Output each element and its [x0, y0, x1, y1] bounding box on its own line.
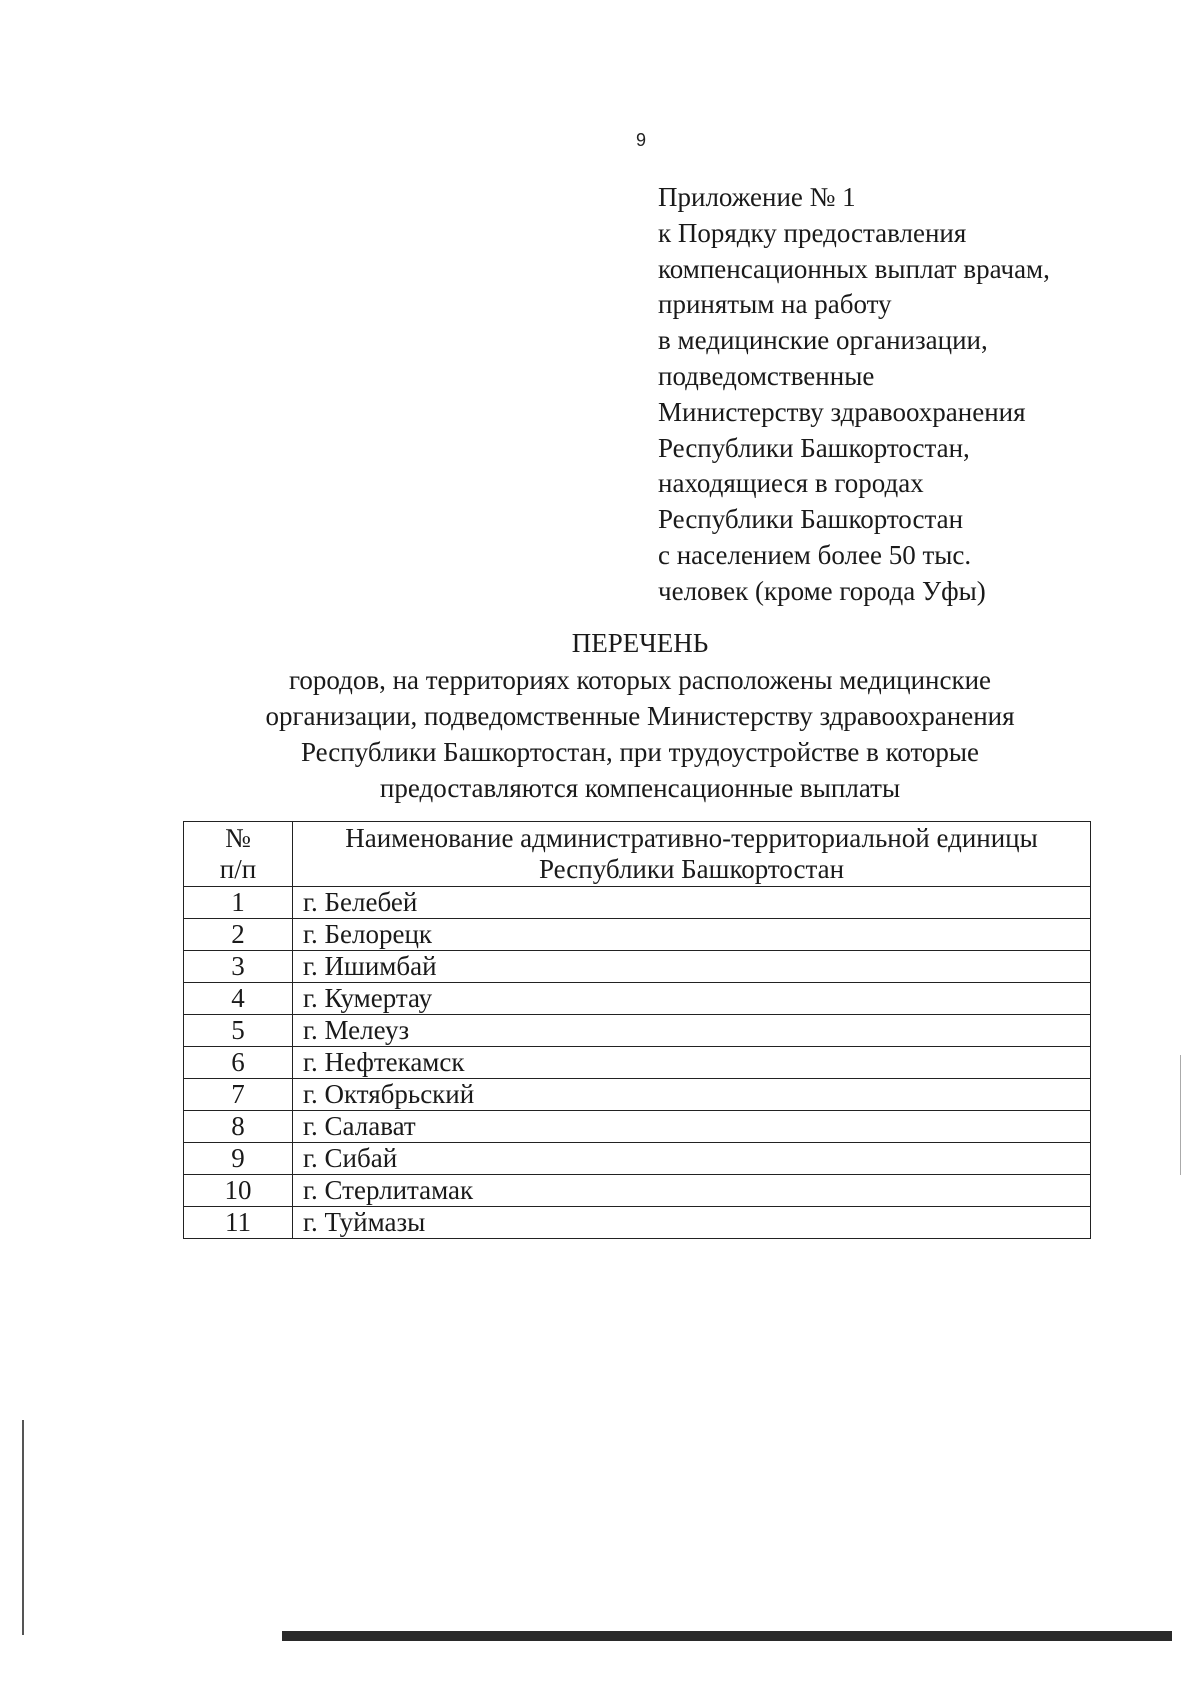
table-row [184, 1079, 1091, 1111]
heading-line: городов, на территориях которых расположены медицинские [288, 665, 992, 695]
document-heading [0, 625, 1200, 806]
appendix-line: находящиеся в городах [658, 468, 924, 499]
table-row [184, 919, 1091, 951]
heading-line: Республики Башкортостан, при трудоустройстве в которые [300, 737, 980, 767]
header-name [293, 822, 1091, 887]
appendix-line: подведомственные [658, 360, 875, 391]
appendix-note [658, 180, 1158, 610]
appendix-line: в медицинские организации, [658, 325, 988, 356]
appendix-line: Республики Башкортостан, [658, 432, 970, 463]
city-name: г. Октябрьский [293, 1079, 1091, 1111]
page-number: 9 [636, 130, 647, 150]
appendix-line: принятым на работу [658, 289, 892, 320]
table-header-row [184, 822, 1091, 887]
appendix-line: с населением более 50 тыс. [658, 539, 972, 570]
appendix-line: Министерству здравоохранения [658, 396, 1026, 427]
city-name: г. Салават [293, 1111, 1091, 1143]
table-row [184, 887, 1091, 919]
table-row [184, 983, 1091, 1015]
city-name: г. Стерлитамак [293, 1175, 1091, 1207]
table-row [184, 1015, 1091, 1047]
city-name: г. Туймазы [293, 1207, 1091, 1239]
appendix-line: Республики Башкортостан [658, 504, 964, 535]
row-number: 5 [184, 1015, 293, 1047]
appendix-line: к Порядку предоставления [658, 217, 967, 248]
row-number: 9 [184, 1143, 293, 1175]
row-number: 4 [184, 983, 293, 1015]
header-number [184, 822, 293, 887]
appendix-line: человек (кроме города Уфы) [658, 575, 986, 606]
row-number: 2 [184, 919, 293, 951]
city-name: г. Ишимбай [293, 951, 1091, 983]
header-name-line: Республики Башкортостан [538, 854, 845, 884]
city-name: г. Нефтекамск [293, 1047, 1091, 1079]
city-name: г. Кумертау [293, 983, 1091, 1015]
scan-edge-right [1180, 1055, 1181, 1175]
city-name: г. Белебей [293, 887, 1091, 919]
scan-edge-bottom [282, 1631, 1172, 1641]
row-number: 11 [184, 1207, 293, 1239]
row-number: 10 [184, 1175, 293, 1207]
city-name: г. Сибай [293, 1143, 1091, 1175]
header-number-abbr: п/п [219, 854, 257, 884]
row-number: 7 [184, 1079, 293, 1111]
appendix-line: Приложение № 1 [658, 182, 856, 212]
table-row [184, 1143, 1091, 1175]
heading-line: предоставляются компенсационные выплаты [379, 773, 901, 803]
scan-edge-left [22, 1420, 24, 1635]
heading-line: организации, подведомственные Министерству здравоохранения [265, 701, 1015, 731]
table-row [184, 1207, 1091, 1239]
header-number-symbol: № [225, 823, 251, 853]
row-number: 6 [184, 1047, 293, 1079]
header-name-line: Наименование административно-территориальной единицы [345, 823, 1038, 853]
table-row [184, 1047, 1091, 1079]
document-title: ПЕРЕЧЕНЬ [571, 628, 709, 658]
cities-table [183, 821, 1091, 1239]
table-row [184, 1111, 1091, 1143]
row-number: 3 [184, 951, 293, 983]
city-name: г. Мелеуз [293, 1015, 1091, 1047]
table-row [184, 1175, 1091, 1207]
city-name: г. Белорецк [293, 919, 1091, 951]
table-row [184, 951, 1091, 983]
row-number: 1 [184, 887, 293, 919]
appendix-line: компенсационных выплат врачам, [658, 253, 1050, 284]
row-number: 8 [184, 1111, 293, 1143]
